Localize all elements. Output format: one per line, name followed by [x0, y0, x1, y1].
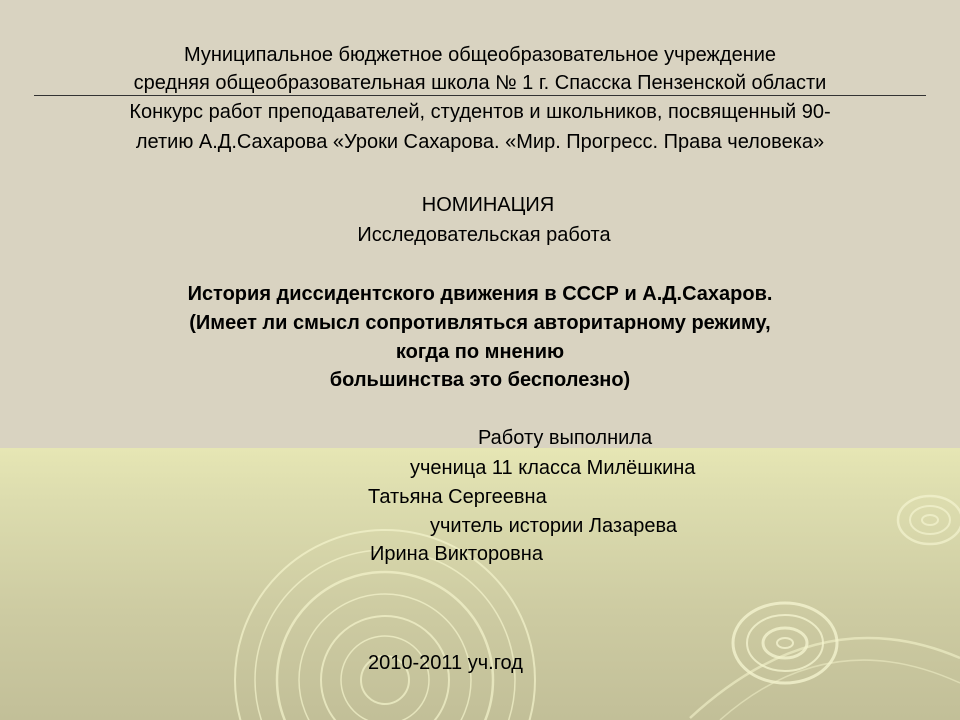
author-teacher-line2: Ирина Викторовна — [370, 543, 543, 565]
work-title-line4: большинства это бесполезно) — [329, 369, 631, 391]
work-title-line1: История диссидентского движения в СССР и А.Д.Сахаров. — [187, 283, 773, 305]
nomination-label: НОМИНАЦИЯ — [421, 194, 555, 216]
header-school-name: средняя общеобразовательная школа № 1 г. Спасска Пензенской области — [133, 72, 827, 94]
work-title-line2: (Имеет ли смысл сопротивляться авторитарному режиму, — [189, 312, 771, 334]
header-divider — [34, 95, 926, 96]
author-caption: Работу выполнила — [478, 427, 653, 449]
header-school-type: Муниципальное бюджетное общеобразовательное учреждение — [183, 44, 777, 66]
header-contest-line2: летию А.Д.Сахарова «Уроки Сахарова. «Мир. Прогресс. Права человека» — [135, 131, 825, 153]
author-student-line1: ученица 11 класса Милёшкина — [410, 457, 696, 479]
author-student-line2: Татьяна Сергеевна — [368, 486, 547, 508]
academic-year: 2010-2011 уч.год — [368, 652, 523, 674]
author-teacher-line1: учитель истории Лазарева — [430, 515, 677, 537]
work-title-line3: когда по мнению — [395, 341, 565, 363]
header-contest-line1: Конкурс работ преподавателей, студентов и школьников, посвященный 90- — [129, 101, 831, 123]
nomination-value: Исследовательская работа — [357, 224, 611, 246]
